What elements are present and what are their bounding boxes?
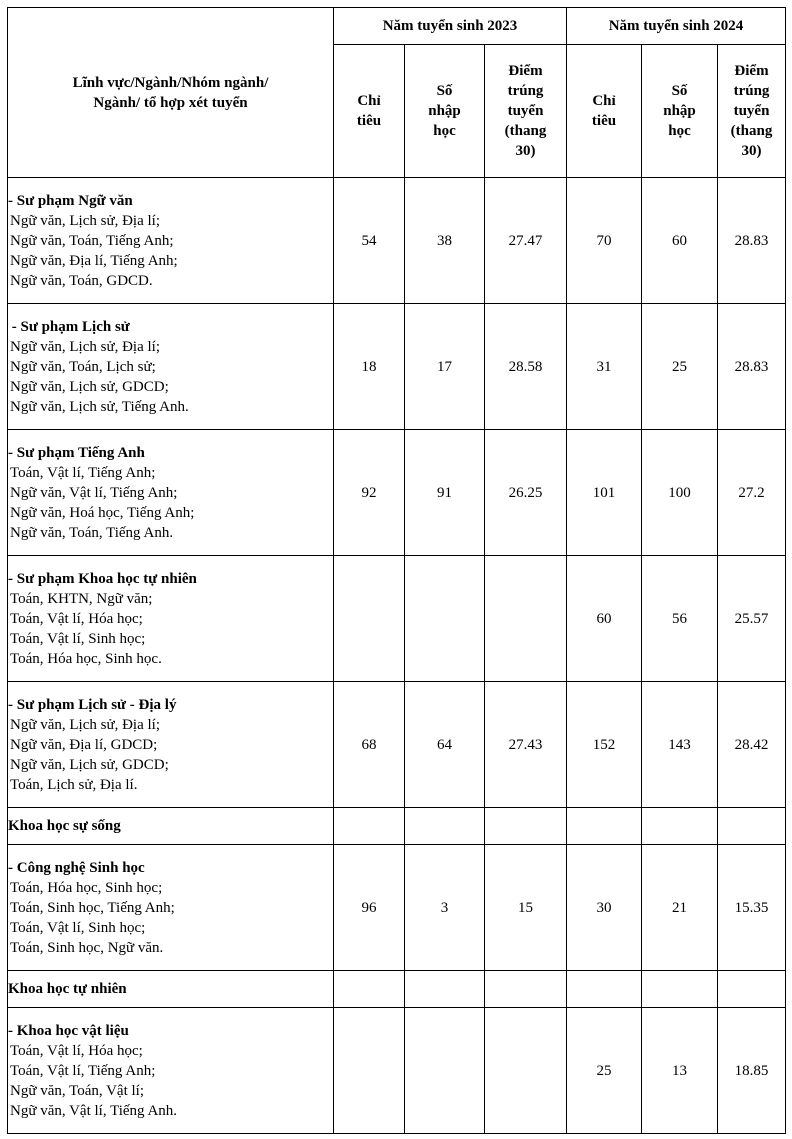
empty-cell [334, 971, 405, 1008]
year-2024-header: Năm tuyển sinh 2024 [567, 8, 786, 45]
subject-combination: Ngữ văn, Lịch sử, Địa lí; [10, 716, 160, 733]
table-header [8, 8, 786, 178]
subject-combination: Ngữ văn, Toán, Tiếng Anh. [10, 524, 174, 541]
subject-combination: Ngữ văn, Lịch sử, Tiếng Anh. [10, 398, 189, 415]
program-title: - Công nghệ Sinh học [8, 859, 145, 876]
empty-cell [334, 808, 405, 845]
subject-combination: Toán, Vật lí, Sinh học; [10, 919, 146, 936]
subject-combination: Toán, Vật lí, Hóa học; [10, 1042, 143, 1059]
score-2024-header [718, 45, 786, 178]
score-2023-cell: 27.43 [485, 682, 567, 808]
subject-combination: Ngữ văn, Lịch sử, Địa lí; [10, 212, 160, 229]
subject-combination: Ngữ văn, Hoá học, Tiếng Anh; [10, 504, 195, 521]
score-2024-cell: 28.83 [718, 178, 786, 304]
score-2023-cell [485, 1008, 567, 1134]
program-cell [8, 556, 334, 682]
table-row [8, 682, 786, 808]
score-2024-cell: 28.42 [718, 682, 786, 808]
subject-combination: Ngữ văn, Toán, Vật lí; [10, 1082, 145, 1099]
score-2024-cell: 27.2 [718, 430, 786, 556]
enrolled-header-line: học [433, 123, 456, 139]
score-header-line: Điểm [508, 63, 543, 79]
enrolled-2023-cell [405, 556, 485, 682]
score-header-line: (thang [504, 123, 547, 139]
enrolled-header-line: học [668, 123, 691, 139]
table-row [8, 304, 786, 430]
quota-2023-cell: 18 [334, 304, 405, 430]
enrolled-2023-cell: 3 [405, 845, 485, 971]
program-title: - Sư phạm Ngữ văn [8, 192, 133, 209]
score-2023-cell: 28.58 [485, 304, 567, 430]
table-body [8, 178, 786, 1134]
program-cell [8, 845, 334, 971]
program-title: - Sư phạm Lịch sử - Địa lý [8, 696, 177, 713]
program-cell [8, 304, 334, 430]
quota-header-line: Chỉ [357, 93, 381, 109]
quota-header-line: tiêu [591, 113, 617, 129]
empty-cell [718, 971, 786, 1008]
quota-2024-cell: 152 [567, 682, 642, 808]
score-header-line: tuyển [507, 103, 544, 119]
subject-combination: Ngữ văn, Toán, GDCD. [10, 272, 153, 289]
score-2023-header [485, 45, 567, 178]
enrolled-2023-cell: 64 [405, 682, 485, 808]
score-2024-cell: 28.83 [718, 304, 786, 430]
quota-2023-cell: 68 [334, 682, 405, 808]
quota-2023-cell: 96 [334, 845, 405, 971]
quota-2023-cell [334, 556, 405, 682]
subject-combination: Ngữ văn, Địa lí, Tiếng Anh; [10, 252, 178, 269]
quota-2024-cell: 30 [567, 845, 642, 971]
quota-2023-header [334, 45, 405, 178]
field-column-header [8, 8, 334, 178]
program-title: - Sư phạm Lịch sử [8, 318, 130, 335]
subject-combination: Toán, Vật lí, Tiếng Anh; [10, 464, 156, 481]
quota-2023-cell: 54 [334, 178, 405, 304]
score-2024-cell: 25.57 [718, 556, 786, 682]
enrolled-2023-cell: 38 [405, 178, 485, 304]
enrolled-2023-cell [405, 1008, 485, 1134]
table-row [8, 1008, 786, 1134]
enrolled-2024-cell: 100 [642, 430, 718, 556]
program-title: - Khoa học vật liệu [8, 1022, 129, 1039]
empty-cell [642, 971, 718, 1008]
subject-combination: Ngữ văn, Vật lí, Tiếng Anh; [10, 484, 178, 501]
subject-combination: Ngữ văn, Toán, Lịch sử; [10, 358, 156, 375]
subject-combination: Toán, Vật lí, Tiếng Anh; [10, 1062, 156, 1079]
enrolled-2024-cell: 60 [642, 178, 718, 304]
score-header-line: trúng [733, 83, 770, 99]
program-cell [8, 682, 334, 808]
enrolled-2024-cell: 13 [642, 1008, 718, 1134]
quota-header-line: tiêu [356, 113, 382, 129]
score-header-line: 30) [515, 143, 536, 159]
table-row [8, 178, 786, 304]
empty-cell [485, 808, 567, 845]
empty-cell [567, 971, 642, 1008]
quota-2024-cell: 70 [567, 178, 642, 304]
quota-2023-cell [334, 1008, 405, 1134]
year-2023-header: Năm tuyển sinh 2023 [334, 8, 567, 45]
enrolled-header-line: Số [436, 83, 453, 99]
enrolled-header-line: nhập [428, 103, 461, 119]
score-2023-cell [485, 556, 567, 682]
enrolled-2024-cell: 143 [642, 682, 718, 808]
subject-combination: Ngữ văn, Lịch sử, Địa lí; [10, 338, 160, 355]
section-row [8, 808, 786, 845]
quota-2024-header [567, 45, 642, 178]
enrolled-2024-cell: 25 [642, 304, 718, 430]
quota-2024-cell: 25 [567, 1008, 642, 1134]
section-row [8, 971, 786, 1008]
enrolled-header-line: Số [671, 83, 688, 99]
score-header-line: tuyển [733, 103, 770, 119]
enrolled-2024-header [642, 45, 718, 178]
table-row [8, 430, 786, 556]
quota-2024-cell: 60 [567, 556, 642, 682]
empty-cell [642, 808, 718, 845]
table-row [8, 556, 786, 682]
empty-cell [405, 808, 485, 845]
program-cell [8, 1008, 334, 1134]
table-row [8, 845, 786, 971]
subject-combination: Toán, Hóa học, Sinh học; [10, 879, 163, 896]
quota-2024-cell: 31 [567, 304, 642, 430]
enrolled-2023-cell: 91 [405, 430, 485, 556]
subject-combination: Toán, Vật lí, Sinh học; [10, 630, 146, 647]
enrolled-2024-cell: 21 [642, 845, 718, 971]
empty-cell [718, 808, 786, 845]
subject-combination: Ngữ văn, Lịch sử, GDCD; [10, 378, 169, 395]
enrolled-2023-header [405, 45, 485, 178]
enrolled-header-line: nhập [663, 103, 696, 119]
field-header-line-2: Ngành/ tổ hợp xét tuyển [93, 94, 248, 111]
subject-combination: Toán, Sinh học, Tiếng Anh; [10, 899, 175, 916]
admissions-table [7, 7, 786, 1134]
subject-combination: Toán, Hóa học, Sinh học. [10, 650, 162, 667]
subject-combination: Ngữ văn, Vật lí, Tiếng Anh. [10, 1102, 178, 1119]
empty-cell [485, 971, 567, 1008]
subject-combination: Ngữ văn, Địa lí, GDCD; [10, 736, 158, 753]
program-title: - Sư phạm Khoa học tự nhiên [8, 570, 197, 587]
score-2024-cell: 15.35 [718, 845, 786, 971]
score-header-line: (thang [730, 123, 773, 139]
score-header-line: Điểm [734, 63, 769, 79]
subject-combination: Toán, KHTN, Ngữ văn; [10, 590, 153, 607]
section-title: Khoa học sự sống [8, 808, 334, 845]
section-title: Khoa học tự nhiên [8, 971, 334, 1008]
subject-combination: Toán, Lịch sử, Địa lí. [10, 776, 138, 793]
quota-2023-cell: 92 [334, 430, 405, 556]
enrolled-2024-cell: 56 [642, 556, 718, 682]
program-cell [8, 178, 334, 304]
subject-combination: Ngữ văn, Lịch sử, GDCD; [10, 756, 169, 773]
subject-combination: Ngữ văn, Toán, Tiếng Anh; [10, 232, 174, 249]
program-cell [8, 430, 334, 556]
program-title: - Sư phạm Tiếng Anh [8, 444, 145, 461]
score-2023-cell: 27.47 [485, 178, 567, 304]
quota-2024-cell: 101 [567, 430, 642, 556]
quota-header-line: Chỉ [592, 93, 616, 109]
subject-combination: Toán, Vật lí, Hóa học; [10, 610, 143, 627]
score-2024-cell: 18.85 [718, 1008, 786, 1134]
field-header-line-1: Lĩnh vực/Ngành/Nhóm ngành/ [72, 74, 269, 91]
score-2023-cell: 15 [485, 845, 567, 971]
score-header-line: trúng [507, 83, 544, 99]
score-2023-cell: 26.25 [485, 430, 567, 556]
enrolled-2023-cell: 17 [405, 304, 485, 430]
empty-cell [567, 808, 642, 845]
subject-combination: Toán, Sinh học, Ngữ văn. [10, 939, 164, 956]
empty-cell [405, 971, 485, 1008]
score-header-line: 30) [741, 143, 762, 159]
